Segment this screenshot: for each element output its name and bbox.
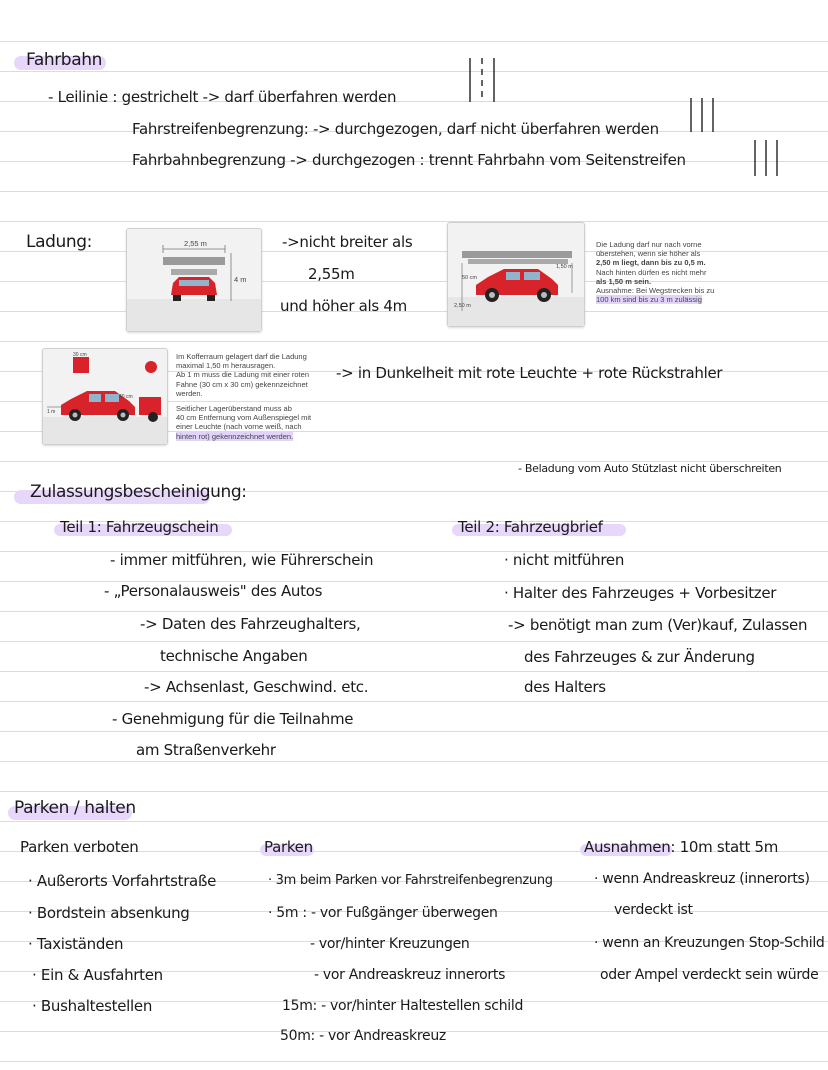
overhang-rules-text: Die Ladung darf nur nach vorne überstehen, wenn sie höher als 2,50 m liegt, dann bis zu 0,5 m. Nach hinten dürfen es nicht mehr als 1,50 m sein. Ausnahme: Bei Wegstrecken bis zu 100 km sind bis zu 3 m zulässig [596, 240, 715, 305]
rear-overhang-label: 1,50 m [556, 264, 573, 270]
darkness-note: -> in Dunkelheit mit rote Leuchte + rote Rückstrahler [336, 364, 723, 382]
ladung-note-height: und höher als 4m [280, 297, 407, 315]
fahrstreifenbegrenzung-text: Fahrstreifenbegrenzung: -> durchgezogen, darf nicht überfahren werden [132, 120, 659, 138]
fahrbahnbegrenzung-text: Fahrbahnbegrenzung -> durchgezogen : trennt Fahrbahn vom Seitenstreifen [132, 151, 686, 169]
edge-lines-icon [752, 138, 782, 180]
height-label: 4 m [234, 275, 247, 284]
height-overhang-label: 2,50 m [454, 303, 471, 309]
teil1-item: - immer mitführen, wie Führerschein [110, 551, 374, 569]
teil1-item: am Straßenverkehr [136, 741, 276, 759]
teil2-item: des Fahrzeuges & zur Änderung [524, 648, 755, 666]
ausnahmen-item: · wenn Andreaskreuz (innerorts) [594, 871, 810, 887]
teil1-item: -> Achsenlast, Geschwind. etc. [144, 678, 369, 696]
solid-lines-icon [688, 96, 718, 136]
section-title-fahrbahn: Fahrbahn [26, 50, 102, 70]
parken-verboten-item: · Taxiständen [28, 935, 124, 953]
parken-item: · 3m beim Parken vor Fahrstreifenbegrenzung [268, 873, 553, 888]
side-distance-label: 40 cm [119, 394, 133, 400]
ausnahmen-item: verdeckt ist [614, 902, 693, 918]
teil2-item: -> benötigt man zum (Ver)kauf, Zulassen [508, 616, 808, 634]
car-trunk-flag-illustration [43, 349, 167, 444]
parken-item: 50m: - vor Andreaskreuz [280, 1028, 446, 1044]
teil1-item: technische Angaben [160, 647, 308, 665]
flag-size-label: 30 cm [73, 352, 87, 358]
parken-verboten-item: · Bordstein absenkung [28, 904, 190, 922]
teil1-item: - Genehmigung für die Teilnahme [112, 710, 354, 728]
leitlinie-text: - Leilinie : gestrichelt -> darf überfahren werden [48, 88, 397, 106]
section-title-ladung: Ladung: [26, 232, 92, 252]
parken-item: - vor Andreaskreuz innerorts [314, 967, 506, 983]
ladung-note-value: 2,55m [308, 265, 355, 283]
parken-verboten-item: · Außerorts Vorfahrtstraße [28, 872, 217, 890]
parken-title: Parken [264, 838, 313, 856]
ausnahmen-item: oder Ampel verdeckt sein würde [600, 967, 819, 983]
section-title-parken: Parken / halten [14, 798, 136, 818]
teil1-item: - „Personalausweis" des Autos [104, 582, 323, 600]
parken-verboten-item: · Bushaltestellen [32, 997, 153, 1015]
teil2-item: · nicht mitführen [504, 551, 625, 569]
section-title-zulassung: Zulassungsbescheinigung: [30, 482, 247, 502]
front-overhang-label: 50 cm [462, 275, 477, 281]
ausnahmen-item: · wenn an Kreuzungen Stop-Schild [594, 935, 825, 951]
cargo-overhang-figure [447, 222, 585, 327]
teil1-item: -> Daten des Fahrzeughalters, [140, 615, 361, 633]
trunk-overhang-label: 1 m [47, 409, 56, 415]
ausnahmen-title: Ausnahmen: 10m statt 5m [584, 838, 779, 856]
width-label: 2,55 m [184, 239, 207, 248]
trunk-rules-text: Im Kofferraum gelagert darf die Ladung maximal 1,50 m herausragen. Ab 1 m muss die Ladung mit einer roten Fahne (30 cm x 30 cm) gekennzeichnet werden. Seitlicher Lagerüberstand muss ab 40 cm Entfernung vom Außenspiegel mit einer Leuchte (nach vorne weiß, nach hinten rot) gekennzeichnet werden. [176, 352, 312, 441]
teil2-item: des Halters [524, 678, 606, 696]
teil1-title: Teil 1: Fahrzeugschein [60, 518, 219, 536]
ladung-note-width: ->nicht breiter als [282, 233, 413, 251]
parken-item: · 5m : - vor Fußgänger überwegen [268, 905, 498, 921]
parken-verboten-item: · Ein & Ausfahrten [32, 966, 163, 984]
teil2-title: Teil 2: Fahrzeugbrief [458, 518, 603, 536]
parken-verboten-title: Parken verboten [20, 838, 139, 856]
dashed-line-icon [466, 56, 498, 106]
beladung-note: - Beladung vom Auto Stützlast nicht überschreiten [518, 462, 782, 475]
teil2-item: · Halter des Fahrzeuges + Vorbesitzer [504, 584, 777, 602]
trunk-cargo-figure [42, 348, 168, 445]
parken-item: 15m: - vor/hinter Haltestellen schild [282, 998, 524, 1014]
parken-item: - vor/hinter Kreuzungen [310, 936, 470, 952]
cargo-size-figure [126, 228, 262, 332]
